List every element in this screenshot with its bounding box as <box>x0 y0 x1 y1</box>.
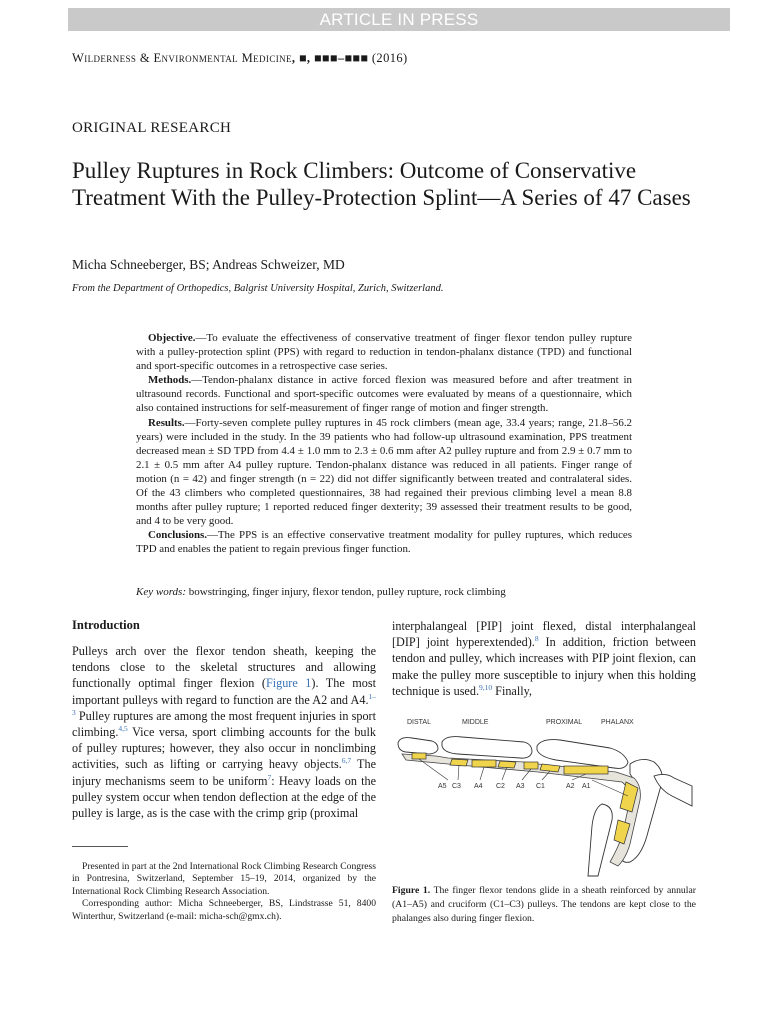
abstract-objective <box>136 331 632 373</box>
keywords <box>136 586 506 598</box>
article-in-press-banner: ARTICLE IN PRESS <box>68 8 730 31</box>
label-distal: DISTAL <box>407 719 431 726</box>
caption-label: Figure 1. <box>392 885 431 896</box>
pulley-labels <box>438 783 591 790</box>
journal-header <box>72 51 408 66</box>
intro-text: Pulley ruptures are among the most frequent injuries in sport climbing. <box>72 708 376 740</box>
introduction-heading: Introduction <box>72 618 140 632</box>
methods-label: Methods. <box>148 374 192 387</box>
introduction-continued <box>392 618 696 699</box>
pulley-label-a3: A3 <box>516 783 525 790</box>
intro-text: interphalangeal [PIP] joint flexed, distal interphalangeal [DIP] joint hyperextended). <box>392 619 696 650</box>
abstract-results <box>136 416 632 529</box>
finger-pulley-illustration <box>392 716 696 882</box>
pulley-label-a5: A5 <box>438 783 447 790</box>
reference-link[interactable]: 9,10 <box>479 682 493 692</box>
conclusions-label: Conclusions. <box>148 529 208 542</box>
reference-link[interactable]: 6,7 <box>341 756 352 766</box>
intro-text: ). The most important pulleys with regard to function are the A2 and A4. <box>72 676 376 707</box>
authors: Micha Schneeberger, BS; Andreas Schweizer, MD <box>72 257 345 272</box>
pulley-c3-shape <box>450 759 468 766</box>
abstract-methods <box>136 373 632 415</box>
pulley-label-a2: A2 <box>566 783 575 790</box>
pulley-a5-shape <box>412 753 426 759</box>
pulley-a4-shape <box>472 760 496 767</box>
objective-label: Objective. <box>148 332 196 344</box>
adjacent-finger-bone <box>588 804 612 876</box>
label-middle: MIDDLE <box>462 719 489 726</box>
journal-year: (2016) <box>371 51 408 65</box>
objective-text: —To evaluate the effectiveness of conservative treatment of finger flexor tendon pulley rupture with a pulley-protection splint (PPS) with regard to reduction in tendon-phalanx distance (TPD) and functional and sport-specific outcomes in a retrospective case series. <box>136 332 632 373</box>
label-proximal: PROXIMAL <box>546 719 583 726</box>
abstract-conclusions <box>136 528 632 556</box>
pulley-a2-shape <box>564 766 608 774</box>
section-label: ORIGINAL RESEARCH <box>72 120 232 136</box>
article-title: Pulley Ruptures in Rock Climbers: Outcome of Conservative Treatment With the Pulley-Protection Splint—A Series of 47 Cases <box>72 158 691 210</box>
journal-issue: , ■, ■■■–■■■ <box>291 51 369 65</box>
figure-1-caption <box>392 884 696 926</box>
results-text: —Forty-seven complete pulley ruptures in 45 rock climbers (mean age, 33.4 years; range, 21.8–56.2 years) were included in the study. In the 39 patients who had follow-up ultrasound examination, PPS treatment decreased mean ± SD TPD from 4.4 ± 1.0 mm to 2.3 ± 0.6 mm after A2 pulley rupture and from 2.9 ± 0.7 mm to 2.1 ± 0.5 mm after A4 pulley rupture. Tendon-phalanx distance was reduced in all patients. Finger range of motion (n = 42) and finger strength (n = 22) did not differ significantly between treated and contralateral sides. Of the 43 climbers who completed questionnaires, 38 had regained their previous climbing level a mean 8.8 months after pulley rupture; 1 reported reduced finger dexterity; 39 assessed their treatment results to be good, and 4 to be very good. <box>136 416 632 528</box>
left-column <box>72 618 376 821</box>
caption-text: The finger flexor tendons glide in a sheath reinforced by annular (A1–A5) and cruciform (C1–C3) pulleys. The tendons are kept close to the phalanges also during finger flexion. <box>392 885 696 924</box>
pulley-label-a4: A4 <box>474 783 483 790</box>
introduction-paragraph <box>72 643 376 821</box>
right-column <box>392 618 696 699</box>
intro-text: The injury mechanisms seem to be uniform <box>72 757 376 788</box>
affiliation: From the Department of Orthopedics, Balgrist University Hospital, Zurich, Switzerland. <box>72 283 444 294</box>
pulley-label-c2: C2 <box>496 783 505 790</box>
pulley-label-a1: A1 <box>582 783 591 790</box>
figure-1 <box>392 716 696 882</box>
intro-text: Finally, <box>492 683 532 698</box>
results-label: Results. <box>148 416 185 429</box>
reference-link[interactable]: 4,5 <box>118 723 128 733</box>
intro-text: In addition, friction between tendon and pulley, which increases with PIP joint flexion, can make the pulley more susceptible to injury when this holding technique is used. <box>392 635 696 698</box>
label-phalanx: PHALANX <box>601 719 634 726</box>
conclusions-text: —The PPS is an effective conservative treatment modality for pulley ruptures, which reduces TPD and enables the patient to regain previous finger function. <box>136 529 632 556</box>
pulley-label-c1: C1 <box>536 783 545 790</box>
pulley-label-c3: C3 <box>452 783 461 790</box>
figure-1-link[interactable]: Figure 1 <box>265 676 312 691</box>
middle-phalanx <box>442 737 532 759</box>
pulley-a3-shape <box>524 762 538 769</box>
reference-link[interactable]: 1–3 <box>72 691 376 717</box>
distal-phalanx <box>398 738 438 754</box>
footnote-presented: Presented in part at the 2nd International Rock Climbing Research Congress in Pontresina, Switzerland, September 15–19, 2014, organized by the International Rock Climbing Research Association. <box>72 861 376 897</box>
pulley-c2-shape <box>498 761 516 768</box>
methods-text: —Tendon-phalanx distance in active forced flexion was measured before and after treatment in ultrasound records. Functional and sport-specific outcomes were evaluated by means of a questionnaire, which also contained instructions for self-measurement of finger range of motion and finger strength. <box>136 374 632 415</box>
journal-name: Wilderness & Environmental Medicine <box>72 51 292 65</box>
keywords-text: bowstringing, finger injury, flexor tendon, pulley rupture, rock climbing <box>186 586 506 598</box>
footnote-corresponding: Corresponding author: Micha Schneeberger, BS, Lindstrasse 51, 8400 Winterthur, Switzerland (e-mail: micha-sch@gmx.ch). <box>72 898 376 922</box>
footnote-divider <box>72 846 128 847</box>
reference-link[interactable]: 7 <box>267 772 272 782</box>
intro-text: : Heavy loads on the pulley system occur when tendon deflection at the edge of the pulley is large, as is the case with the crimp grip (proximal <box>72 773 377 821</box>
keywords-label: Key words: <box>136 586 187 598</box>
proximal-phalanx <box>537 740 628 769</box>
abstract <box>136 331 632 557</box>
intro-text: Vice versa, sport climbing accounts for the bulk of pulley ruptures; however, they also occur in nonclimbing activities, such as lifting or carrying heavy objects. <box>72 725 376 772</box>
reference-link[interactable]: 8 <box>534 634 539 644</box>
footnotes <box>72 861 376 923</box>
intro-text: Pulleys arch over the flexor tendon sheath, keeping the tendons close to the skeletal structures and allowing functionally optimal finger flexion ( <box>72 644 376 691</box>
